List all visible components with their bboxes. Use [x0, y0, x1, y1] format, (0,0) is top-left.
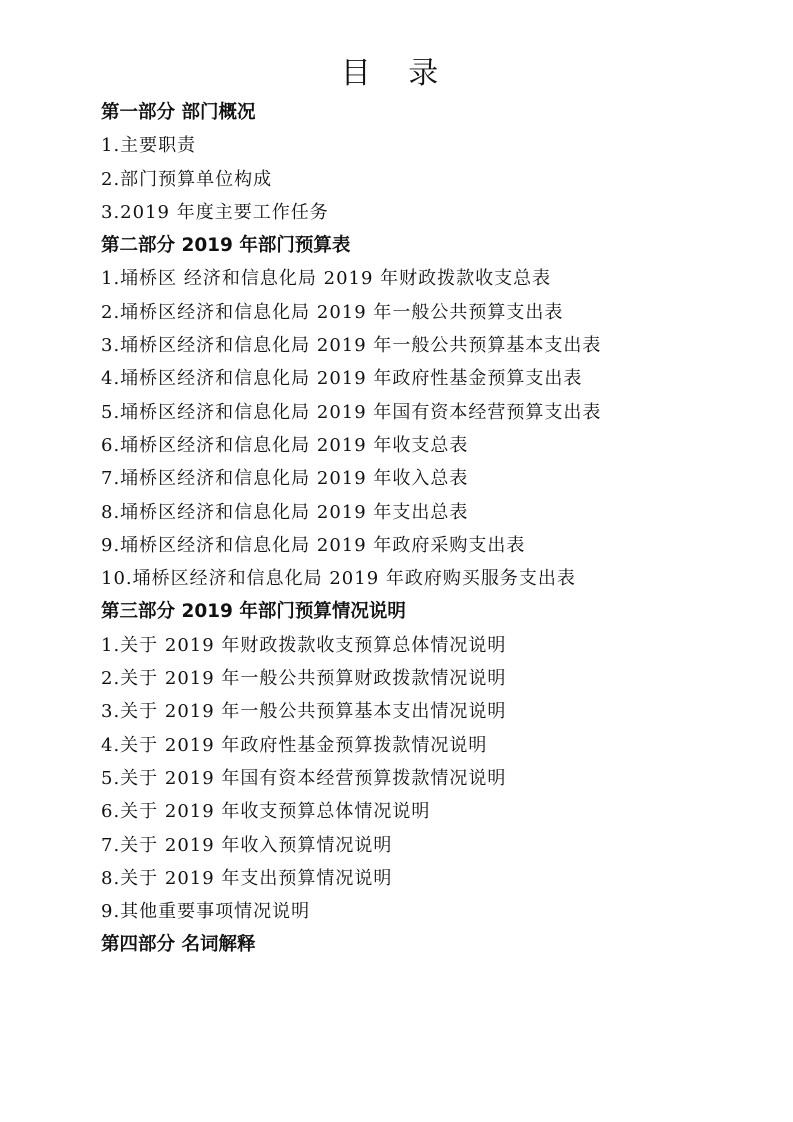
- toc-item: 1.关于 2019 年财政拨款收支预算总体情况说明: [101, 634, 507, 656]
- toc-item: 3.2019 年度主要工作任务: [101, 201, 329, 223]
- toc-item: 2.部门预算单位构成: [101, 168, 273, 190]
- toc-item: 9.埇桥区经济和信息化局 2019 年政府采购支出表: [101, 534, 526, 556]
- section-heading: 第二部分 2019 年部门预算表: [101, 235, 351, 257]
- page-title: 目 录: [340, 56, 453, 91]
- toc-item: 3.关于 2019 年一般公共预算基本支出情况说明: [101, 701, 507, 723]
- section-heading: 第一部分 部门概况: [101, 102, 256, 123]
- toc-item: 4.关于 2019 年政府性基金预算拨款情况说明: [101, 734, 488, 756]
- toc-item: 9.其他重要事项情况说明: [101, 901, 311, 923]
- toc-item: 3.埇桥区经济和信息化局 2019 年一般公共预算基本支出表: [101, 335, 602, 357]
- toc-item: 10.埇桥区经济和信息化局 2019 年政府购买服务支出表: [101, 568, 576, 590]
- toc-item: 8.埇桥区经济和信息化局 2019 年支出总表: [101, 501, 469, 523]
- section-heading: 第三部分 2019 年部门预算情况说明: [101, 601, 406, 623]
- toc-item: 1.主要职责: [101, 135, 197, 157]
- toc-item: 2.关于 2019 年一般公共预算财政拨款情况说明: [101, 668, 507, 690]
- toc-item: 2.埇桥区经济和信息化局 2019 年一般公共预算支出表: [101, 301, 564, 323]
- toc-item: 1.埇桥区 经济和信息化局 2019 年财政拨款收支总表: [101, 268, 552, 290]
- table-of-contents: [101, 96, 761, 962]
- toc-item: 6.关于 2019 年收支预算总体情况说明: [101, 801, 431, 823]
- toc-item: 5.关于 2019 年国有资本经营预算拨款情况说明: [101, 767, 507, 789]
- toc-item: 7.关于 2019 年收入预算情况说明: [101, 834, 393, 856]
- toc-item: 4.埇桥区经济和信息化局 2019 年政府性基金预算支出表: [101, 368, 583, 390]
- toc-item: 7.埇桥区经济和信息化局 2019 年收入总表: [101, 468, 469, 490]
- toc-item: 8.关于 2019 年支出预算情况说明: [101, 867, 393, 889]
- toc-item: 6.埇桥区经济和信息化局 2019 年收支总表: [101, 434, 469, 456]
- toc-item: 5.埇桥区经济和信息化局 2019 年国有资本经营预算支出表: [101, 401, 602, 423]
- section-heading: 第四部分 名词解释: [101, 934, 256, 956]
